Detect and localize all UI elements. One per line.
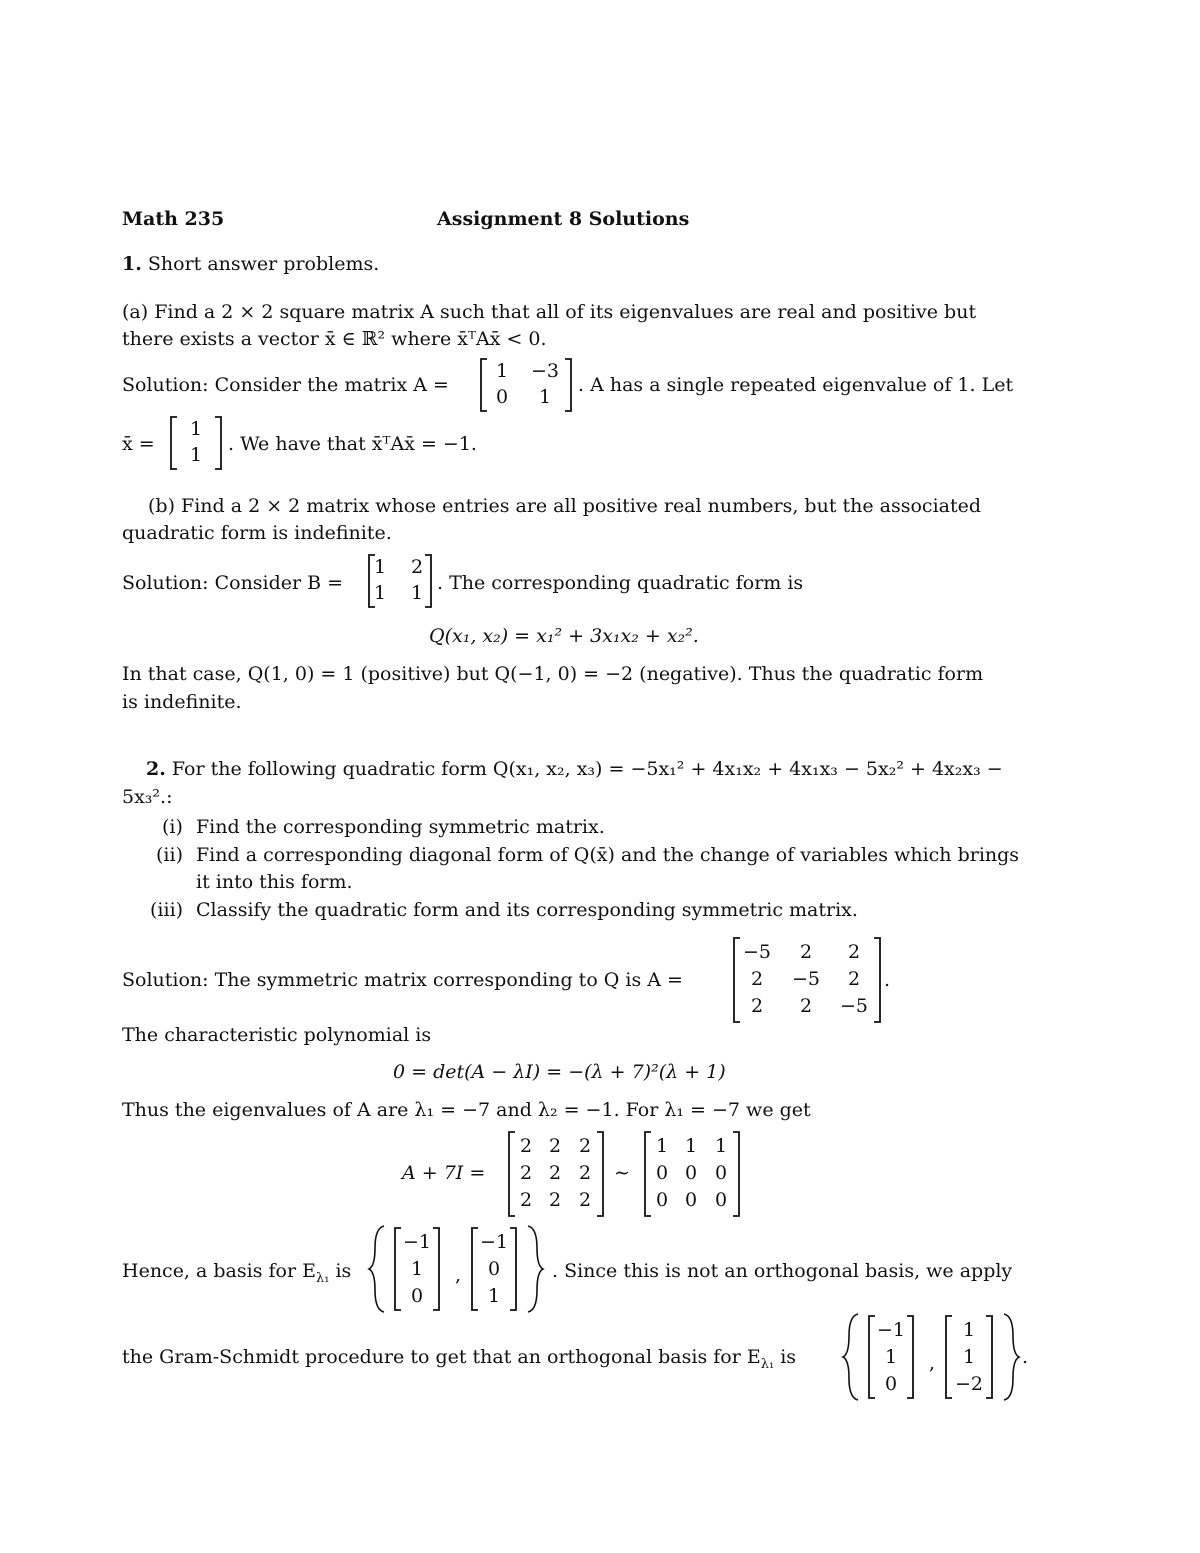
comma: , bbox=[455, 1264, 462, 1286]
gs-is: is bbox=[780, 1346, 797, 1368]
matrix-cell: 2 bbox=[519, 1135, 533, 1157]
q2-basis-set bbox=[370, 1224, 550, 1314]
vector-cell: 1 bbox=[189, 444, 203, 466]
matrix-cell: 2 bbox=[578, 1189, 592, 1211]
q2-item-ii-text: Find a corresponding diagonal form of Q(x̄) and the change of variables which brings bbox=[196, 844, 1020, 866]
matrix-cell: 1 bbox=[495, 360, 509, 382]
q1-heading bbox=[122, 252, 379, 276]
matrix-cell: 0 bbox=[714, 1162, 728, 1184]
q2-solution-pre: Solution: The symmetric matrix corresponding to Q is A = bbox=[122, 969, 683, 991]
q2-item-ii-cont: it into this form. bbox=[196, 871, 353, 893]
gs-text: the Gram-Schmidt procedure to get that an orthogonal basis for E bbox=[122, 1346, 761, 1368]
basis-text: Hence, a basis for E bbox=[122, 1260, 316, 1282]
matrix-cell: 1 bbox=[410, 582, 424, 604]
matrix-cell: −5 bbox=[791, 968, 820, 990]
matrix-cell: 2 bbox=[847, 968, 861, 990]
vector-cell: 1 bbox=[487, 1285, 501, 1307]
q2-char-equation: 0 = det(A − λI) = −(λ + 7)²(λ + 1) bbox=[393, 1061, 726, 1083]
matrix-cell: 2 bbox=[578, 1162, 592, 1184]
q2-item-iii-text: Classify the quadratic form and its corresponding symmetric matrix. bbox=[196, 899, 858, 921]
q2-line2: 5x₃².: bbox=[122, 786, 173, 808]
matrix-cell: 1 bbox=[373, 556, 387, 578]
vector-cell: 1 bbox=[962, 1346, 976, 1368]
q1a-vector-x bbox=[170, 416, 222, 470]
q2-eigenvalues-line: Thus the eigenvalues of A are λ₁ = −7 and λ₂ = −1. For λ₁ = −7 we get bbox=[122, 1099, 811, 1121]
matrix-cell: 0 bbox=[655, 1162, 669, 1184]
q2-gs-pre bbox=[122, 1345, 796, 1377]
q2-basis-pre bbox=[122, 1259, 351, 1291]
q1b-line1: (b) Find a 2 × 2 matrix whose entries are all positive real numbers, but the associated bbox=[148, 495, 982, 517]
q1b-matrix-B bbox=[368, 554, 432, 608]
q2-gs-post: . bbox=[1022, 1346, 1029, 1368]
vector-cell: −1 bbox=[479, 1231, 508, 1253]
basis-is: is bbox=[335, 1260, 352, 1282]
q1b-solution-post: . The corresponding quadratic form is bbox=[437, 572, 804, 594]
q2-orthogonal-basis-set bbox=[844, 1312, 1029, 1402]
vector-cell: −2 bbox=[954, 1373, 983, 1395]
q2-number: 2. bbox=[146, 758, 166, 780]
comma: , bbox=[929, 1352, 936, 1374]
q2-matrix-reduced bbox=[644, 1131, 740, 1217]
matrix-cell: 2 bbox=[750, 995, 764, 1017]
matrix-cell: 0 bbox=[684, 1162, 698, 1184]
matrix-cell: 0 bbox=[495, 386, 509, 408]
matrix-cell: −5 bbox=[742, 941, 771, 963]
matrix-cell: 2 bbox=[410, 556, 424, 578]
matrix-cell: 2 bbox=[799, 941, 813, 963]
matrix-cell: 0 bbox=[714, 1189, 728, 1211]
q1b-quadratic-form: Q(x₁, x₂) = x₁² + 3x₁x₂ + x₂². bbox=[429, 625, 699, 647]
basis-subscript: λ₁ bbox=[315, 1270, 330, 1286]
q1a-line1: (a) Find a 2 × 2 square matrix A such that all of its eigenvalues are real and positive but bbox=[122, 301, 977, 323]
matrix-cell: −3 bbox=[530, 360, 559, 382]
matrix-cell: 1 bbox=[538, 386, 552, 408]
q2-solution-post: . bbox=[884, 969, 891, 991]
page-title: Assignment 8 Solutions bbox=[437, 208, 690, 230]
q1-heading-text: Short answer problems. bbox=[147, 253, 380, 275]
matrix-cell: 1 bbox=[684, 1135, 698, 1157]
q2-matrix-A-plus-7I bbox=[508, 1131, 604, 1217]
q1a-x-def: x̄ = bbox=[122, 433, 155, 455]
matrix-cell: 1 bbox=[373, 582, 387, 604]
vector-cell: 1 bbox=[884, 1346, 898, 1368]
matrix-cell: 2 bbox=[548, 1135, 562, 1157]
matrix-cell: 2 bbox=[548, 1162, 562, 1184]
q1b-conclusion-2: is indefinite. bbox=[122, 691, 242, 713]
matrix-cell: 2 bbox=[847, 941, 861, 963]
q1a-x-result: . We have that x̄ᵀAx̄ = −1. bbox=[228, 433, 477, 455]
matrix-cell: 2 bbox=[750, 968, 764, 990]
q1a-line2: there exists a vector x̄ ∈ ℝ² where x̄ᵀAx̄ < 0. bbox=[122, 328, 547, 350]
matrix-cell: 0 bbox=[655, 1189, 669, 1211]
q2-line1 bbox=[146, 757, 1003, 781]
vector-cell: 0 bbox=[884, 1373, 898, 1395]
q1b-solution-pre: Solution: Consider B = bbox=[122, 572, 344, 594]
q2-item-iii-num: (iii) bbox=[150, 899, 184, 921]
matrix-cell: 2 bbox=[548, 1189, 562, 1211]
q1b-conclusion-1: In that case, Q(1, 0) = 1 (positive) but Q(−1, 0) = −2 (negative). Thus the quadratic form bbox=[122, 663, 984, 685]
vector-cell: −1 bbox=[876, 1319, 905, 1341]
matrix-cell: 1 bbox=[714, 1135, 728, 1157]
q2-row-reduce-lhs: A + 7I = bbox=[402, 1162, 486, 1184]
matrix-cell: 2 bbox=[578, 1135, 592, 1157]
q1a-solution-post: . A has a single repeated eigenvalue of 1. Let bbox=[578, 374, 1014, 396]
matrix-cell: 0 bbox=[684, 1189, 698, 1211]
matrix-cell: 2 bbox=[519, 1162, 533, 1184]
q1b-line2: quadratic form is indefinite. bbox=[122, 522, 392, 544]
vector-cell: 1 bbox=[189, 418, 203, 440]
q2-item-i-num: (i) bbox=[162, 816, 183, 838]
q1a-solution-pre: Solution: Consider the matrix A = bbox=[122, 374, 449, 396]
vector-cell: 0 bbox=[410, 1285, 424, 1307]
q1a-matrix-A bbox=[480, 358, 572, 412]
q2-matrix-A bbox=[733, 937, 881, 1023]
matrix-cell: 2 bbox=[519, 1189, 533, 1211]
gs-subscript: λ₁ bbox=[760, 1356, 775, 1372]
matrix-cell: −5 bbox=[839, 995, 868, 1017]
q2-line1-text: For the following quadratic form Q(x₁, x₂, x₃) = −5x₁² + 4x₁x₂ + 4x₁x₃ − 5x₂² + 4x₂x₃ − bbox=[171, 758, 1003, 780]
vector-cell: 1 bbox=[410, 1258, 424, 1280]
similar-symbol: ∼ bbox=[614, 1162, 630, 1184]
q2-item-ii-num: (ii) bbox=[156, 844, 183, 866]
matrix-cell: 1 bbox=[655, 1135, 669, 1157]
q1-number: 1. bbox=[122, 253, 142, 275]
vector-cell: 0 bbox=[487, 1258, 501, 1280]
q2-char-intro: The characteristic polynomial is bbox=[122, 1024, 432, 1046]
q2-item-i-text: Find the corresponding symmetric matrix. bbox=[196, 816, 605, 838]
q2-basis-post: . Since this is not an orthogonal basis, we apply bbox=[552, 1260, 1013, 1282]
vector-cell: 1 bbox=[962, 1319, 976, 1341]
course-label: Math 235 bbox=[122, 208, 225, 230]
vector-cell: −1 bbox=[402, 1231, 431, 1253]
matrix-cell: 2 bbox=[799, 995, 813, 1017]
